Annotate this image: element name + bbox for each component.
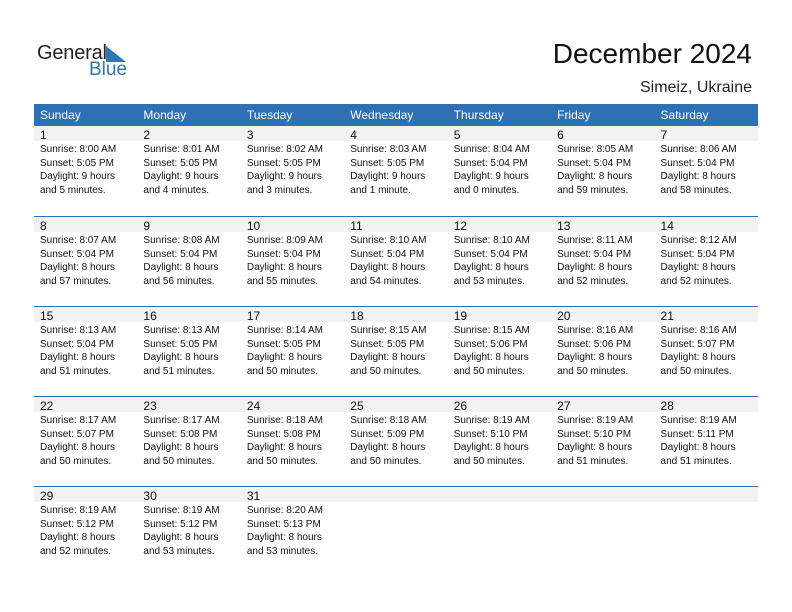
sunset-time: Sunset: 5:11 PM [660,428,734,440]
sunrise-time: Sunrise: 8:03 AM [350,144,427,155]
sunrise-time: Sunrise: 8:19 AM [557,415,634,426]
sunset-time: Sunset: 5:05 PM [350,157,425,169]
calendar-week-row [34,126,758,216]
sunrise-time: Sunrise: 8:07 AM [40,235,117,246]
day-cell [551,126,654,215]
day-cell [34,487,137,576]
sunset-time: Sunset: 5:04 PM [660,157,735,169]
week-days [34,217,758,306]
day-number: 26 [453,399,468,413]
week-days [34,307,758,396]
sunset-time: Sunset: 5:06 PM [557,338,632,350]
daylight-hours: Daylight: 9 hours [40,171,116,182]
day-cell [34,307,137,396]
day-number: 12 [453,219,468,233]
daylight-hours: Daylight: 8 hours [40,442,116,453]
calendar-title: December 2024 [552,38,752,69]
sunset-time: Sunset: 5:05 PM [246,157,321,169]
sunset-time: Sunset: 5:04 PM [453,157,528,169]
calendar-location: Simeiz, Ukraine [639,79,752,96]
daylight-hours: Daylight: 8 hours [453,442,529,453]
day-number: 24 [246,399,261,413]
day-cell [241,217,344,306]
daylight-hours: Daylight: 8 hours [557,262,633,273]
daylight-hours: Daylight: 8 hours [40,352,116,363]
weekday-header: Friday [557,108,591,122]
daylight-minutes: and 55 minutes. [246,275,319,287]
sunset-time: Sunset: 5:04 PM [143,248,218,260]
day-cell [34,397,137,486]
empty-day-cell [448,487,551,576]
day-cell [137,487,240,576]
daylight-hours: Daylight: 8 hours [350,262,426,273]
day-cell [655,397,758,486]
weekday-header: Sunday [40,108,81,122]
day-number: 15 [40,309,54,323]
sunset-time: Sunset: 5:12 PM [143,518,218,530]
daylight-hours: Daylight: 8 hours [453,352,529,363]
sunrise-time: Sunrise: 8:14 AM [246,325,323,336]
day-number: 27 [557,399,571,413]
daylight-minutes: and 54 minutes. [350,275,422,287]
day-cell [448,397,551,486]
daylight-hours: Daylight: 8 hours [40,262,116,273]
calendar-week-row [34,396,758,486]
weekday-header: Tuesday [246,108,293,122]
daylight-minutes: and 58 minutes. [660,184,732,196]
sunset-time: Sunset: 5:04 PM [246,248,321,260]
daylight-hours: Daylight: 8 hours [246,352,322,363]
day-number: 10 [246,219,261,233]
empty-day-cell [655,487,758,576]
sunset-time: Sunset: 5:07 PM [40,428,114,440]
sunset-time: Sunset: 5:05 PM [350,338,425,350]
calendar-week-row [34,306,758,396]
logo-word-general: General [37,42,107,64]
sunrise-time: Sunrise: 8:06 AM [660,144,737,155]
day-cell [241,126,344,215]
sunrise-time: Sunrise: 8:13 AM [143,325,220,336]
daylight-minutes: and 50 minutes. [350,365,422,377]
day-number: 14 [660,219,674,233]
day-cell [344,126,447,215]
empty-day-cell [551,487,654,576]
day-number: 3 [246,128,254,142]
daylight-minutes: and 52 minutes. [557,275,629,287]
day-cell [241,487,344,576]
day-cell [448,126,551,215]
day-cell [344,217,447,306]
daylight-hours: Daylight: 8 hours [350,352,426,363]
daylight-minutes: and 56 minutes. [143,275,215,287]
daylight-minutes: and 51 minutes. [660,455,732,467]
daylight-minutes: and 51 minutes. [40,365,112,377]
daylight-hours: Daylight: 8 hours [660,352,736,363]
sunrise-time: Sunrise: 8:12 AM [660,235,737,246]
sunrise-time: Sunrise: 8:17 AM [40,415,117,426]
weekday-header: Wednesday [350,108,414,122]
sunrise-time: Sunrise: 8:19 AM [40,505,117,516]
sunrise-time: Sunrise: 8:18 AM [350,415,427,426]
sunrise-time: Sunrise: 8:15 AM [453,325,530,336]
daylight-minutes: and 57 minutes. [40,275,112,287]
sunset-time: Sunset: 5:10 PM [557,428,632,440]
daylight-hours: Daylight: 8 hours [246,442,322,453]
sunrise-time: Sunrise: 8:11 AM [557,235,633,246]
daylight-hours: Daylight: 8 hours [453,262,529,273]
day-cell [241,397,344,486]
day-cell [448,217,551,306]
day-number: 2 [143,128,151,142]
daylight-hours: Daylight: 8 hours [350,442,426,453]
day-number: 19 [453,309,468,323]
day-number: 18 [350,309,364,323]
day-cell [137,307,240,396]
logo-word-blue: Blue [89,59,128,80]
day-number: 9 [143,219,151,233]
daylight-minutes: and 50 minutes. [143,455,215,467]
sunrise-time: Sunrise: 8:16 AM [660,325,737,336]
day-number: 30 [143,489,157,503]
daylight-hours: Daylight: 8 hours [660,442,736,453]
sunset-time: Sunset: 5:05 PM [143,338,218,350]
sunset-time: Sunset: 5:12 PM [40,518,114,530]
weekday-header: Monday [143,108,187,122]
daylight-minutes: and 50 minutes. [246,455,319,467]
sunrise-time: Sunrise: 8:02 AM [246,144,323,155]
sunrise-time: Sunrise: 8:00 AM [40,144,117,155]
daylight-minutes: and 4 minutes. [143,184,210,196]
week-days [34,487,758,576]
weekday-header-row [34,104,758,126]
day-number: 1 [40,128,47,142]
daylight-hours: Daylight: 9 hours [143,171,219,182]
sunset-time: Sunset: 5:04 PM [557,157,632,169]
sunrise-time: Sunrise: 8:01 AM [143,144,220,155]
day-number: 7 [660,128,668,142]
daylight-minutes: and 1 minute. [350,184,411,196]
sunset-time: Sunset: 5:08 PM [246,428,321,440]
sunrise-time: Sunrise: 8:10 AM [350,235,427,246]
sunrise-time: Sunrise: 8:09 AM [246,235,323,246]
sunset-time: Sunset: 5:04 PM [40,248,114,260]
day-cell [241,307,344,396]
day-number: 16 [143,309,157,323]
calendar-week-row [34,216,758,306]
weekday-header: Saturday [660,108,709,122]
daylight-minutes: and 53 minutes. [246,545,319,557]
daylight-minutes: and 50 minutes. [350,455,422,467]
sunrise-time: Sunrise: 8:04 AM [453,144,530,155]
daylight-hours: Daylight: 8 hours [246,532,322,543]
daylight-minutes: and 59 minutes. [557,184,629,196]
day-number: 13 [557,219,571,233]
week-days [34,126,758,215]
sunset-time: Sunset: 5:05 PM [246,338,321,350]
sunset-time: Sunset: 5:07 PM [660,338,735,350]
sunset-time: Sunset: 5:13 PM [246,518,321,530]
daylight-hours: Daylight: 8 hours [557,352,633,363]
sunrise-time: Sunrise: 8:17 AM [143,415,220,426]
day-number: 17 [246,309,261,323]
sunrise-time: Sunrise: 8:19 AM [453,415,530,426]
daylight-hours: Daylight: 8 hours [143,262,219,273]
daylight-minutes: and 51 minutes. [143,365,215,377]
daylight-hours: Daylight: 8 hours [143,442,219,453]
general-blue-logo [37,42,137,82]
daylight-hours: Daylight: 8 hours [660,171,736,182]
day-number: 25 [350,399,364,413]
sunset-time: Sunset: 5:09 PM [350,428,425,440]
day-number: 21 [660,309,674,323]
sunset-time: Sunset: 5:04 PM [350,248,425,260]
daylight-hours: Daylight: 8 hours [557,442,633,453]
daylight-minutes: and 53 minutes. [453,275,525,287]
sunset-time: Sunset: 5:05 PM [143,157,218,169]
day-number: 8 [40,219,47,233]
daylight-minutes: and 52 minutes. [660,275,732,287]
sunrise-time: Sunrise: 8:15 AM [350,325,427,336]
daylight-minutes: and 50 minutes. [246,365,319,377]
sunrise-time: Sunrise: 8:19 AM [660,415,737,426]
daylight-hours: Daylight: 9 hours [350,171,426,182]
weekday-header: Thursday [453,108,504,122]
day-number: 4 [350,128,357,142]
sunrise-time: Sunrise: 8:08 AM [143,235,220,246]
sunset-time: Sunset: 5:10 PM [453,428,528,440]
daylight-minutes: and 50 minutes. [660,365,732,377]
daylight-minutes: and 53 minutes. [143,545,215,557]
day-cell [655,307,758,396]
daylight-hours: Daylight: 9 hours [453,171,529,182]
daylight-hours: Daylight: 8 hours [143,352,219,363]
calendar-week-row [34,486,758,576]
day-cell [344,307,447,396]
daylight-minutes: and 50 minutes. [40,455,112,467]
day-number: 11 [350,219,363,233]
day-cell [551,307,654,396]
sunset-time: Sunset: 5:04 PM [660,248,735,260]
sunrise-time: Sunrise: 8:16 AM [557,325,634,336]
sunset-time: Sunset: 5:04 PM [40,338,114,350]
day-cell [137,397,240,486]
day-cell [34,217,137,306]
day-number: 20 [557,309,571,323]
daylight-minutes: and 5 minutes. [40,184,106,196]
sunrise-time: Sunrise: 8:20 AM [246,505,323,516]
day-number: 31 [246,489,261,503]
daylight-hours: Daylight: 8 hours [40,532,116,543]
daylight-minutes: and 51 minutes. [557,455,629,467]
daylight-minutes: and 50 minutes. [453,455,525,467]
day-cell [551,397,654,486]
sunrise-time: Sunrise: 8:13 AM [40,325,117,336]
sunset-time: Sunset: 5:06 PM [453,338,528,350]
daylight-hours: Daylight: 8 hours [143,532,219,543]
day-number: 29 [40,489,54,503]
day-cell [34,126,137,215]
calendar-grid [34,104,758,576]
day-cell [655,217,758,306]
daylight-hours: Daylight: 8 hours [246,262,322,273]
day-cell [551,217,654,306]
daylight-hours: Daylight: 8 hours [557,171,633,182]
day-number: 22 [40,399,54,413]
day-cell [448,307,551,396]
sunrise-time: Sunrise: 8:10 AM [453,235,530,246]
day-number: 23 [143,399,157,413]
sunset-time: Sunset: 5:05 PM [40,157,114,169]
daylight-minutes: and 52 minutes. [40,545,112,557]
daylight-hours: Daylight: 8 hours [660,262,736,273]
day-number: 5 [453,128,461,142]
daylight-minutes: and 3 minutes. [246,184,313,196]
daylight-hours: Daylight: 9 hours [246,171,322,182]
sunset-time: Sunset: 5:08 PM [143,428,218,440]
daylight-minutes: and 50 minutes. [557,365,629,377]
sunrise-time: Sunrise: 8:18 AM [246,415,323,426]
calendar-weeks [34,126,758,576]
sunrise-time: Sunrise: 8:05 AM [557,144,634,155]
day-cell [344,397,447,486]
day-number: 28 [660,399,674,413]
day-cell [137,126,240,215]
sunset-time: Sunset: 5:04 PM [453,248,528,260]
empty-day-cell [344,487,447,576]
sunset-time: Sunset: 5:04 PM [557,248,632,260]
day-cell [137,217,240,306]
sunrise-time: Sunrise: 8:19 AM [143,505,220,516]
day-cell [655,126,758,215]
daylight-minutes: and 50 minutes. [453,365,525,377]
day-number: 6 [557,128,564,142]
daylight-minutes: and 0 minutes. [453,184,520,196]
week-days [34,397,758,486]
